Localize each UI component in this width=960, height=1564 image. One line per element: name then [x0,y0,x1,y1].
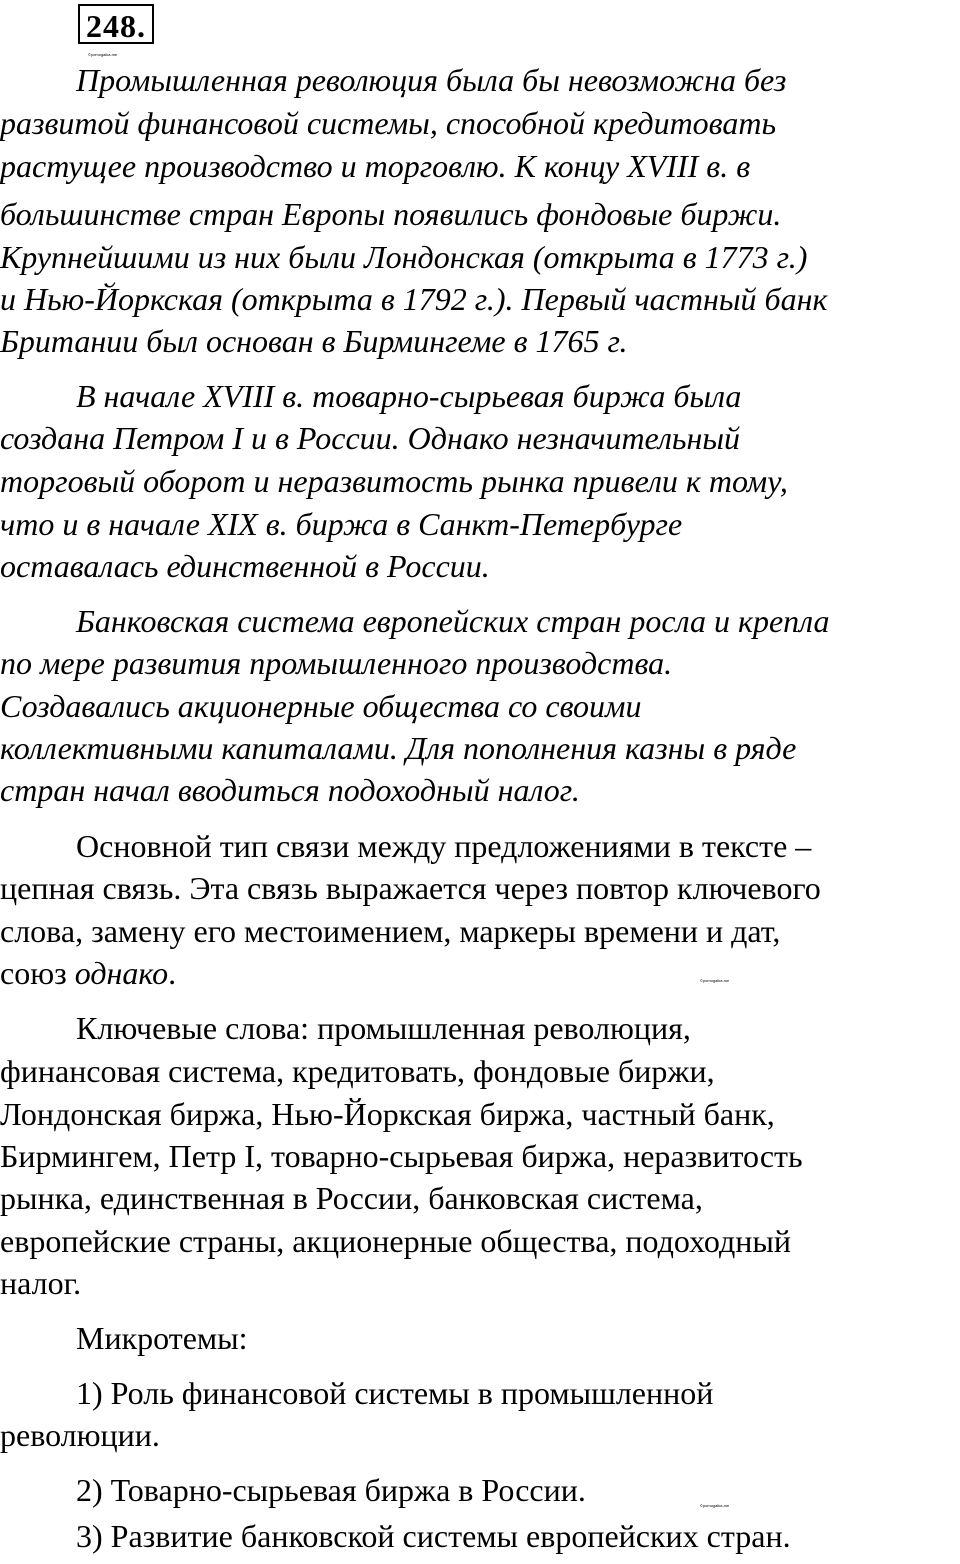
quote-line: по мере развития промышленного производства. [0,645,673,681]
answer-line: Основной тип связи между предложениями в тексте – [76,828,812,864]
answer-line: слова, замену его местоимением, маркеры времени и дат, [0,913,781,949]
answer-line: рынка, единственная в России, банковская система, [0,1180,703,1216]
quote-line: Создавались акционерные общества со своими [0,688,642,724]
quote-line: большинстве стран Европы появились фондовые биржи. [0,196,782,232]
answer-line: европейские страны, акционерные общества, подоходный [0,1223,791,1259]
watermark: ©pomogalka.me [700,1503,730,1508]
quote-line: оставалась единственной в России. [0,548,490,584]
quote-line: и Нью-Йоркская (открыта в 1792 г.). Первый частный банк [0,281,828,317]
emphasized-word: однако [74,955,169,991]
quote-line: создана Петром I и в России. Однако незначительный [0,420,741,456]
microtopics-heading: Микротемы: [76,1320,248,1356]
answer-line: Ключевые слова: промышленная революция, [76,1010,691,1046]
answer-line: финансовая система, кредитовать, фондовые биржи, [0,1053,715,1089]
microtopic-item: 3) Развитие банковской системы европейских стран. [76,1518,791,1554]
answer-line: Лондонская биржа, Нью-Йоркская биржа, частный банк, [0,1096,775,1132]
answer-line: Бирмингем, Петр I, товарно-сырьевая биржа, неразвитость [0,1138,803,1174]
microtopic-item: 1) Роль финансовой системы в промышленной [76,1375,714,1411]
quote-line: В начале XVIII в. товарно-сырьевая биржа была [76,378,742,414]
microtopic-item: революции. [0,1417,160,1453]
watermark: ©pomogalka.me [700,978,730,983]
answer-line: налог. [0,1265,82,1301]
answer-line: цепная связь. Эта связь выражается через повтор ключевого [0,870,821,906]
quote-line: Крупнейшими из них были Лондонская (открыта в 1773 г.) [0,239,808,275]
quote-line: стран начал вводиться подоходный налог. [0,772,580,808]
answer-line [0,953,176,993]
quote-line: торговый оборот и неразвитость рынка привели к тому, [0,463,788,499]
quote-line: растущее производство и торговлю. К концу XVIII в. в [0,148,751,184]
answer-text: . [168,955,177,991]
watermark: ©pomogalka.me [88,52,118,57]
answer-text: союз [0,955,75,991]
quote-line: Британии был основан в Бирмингеме в 1765 г. [0,323,628,359]
quote-line: коллективными капиталами. Для пополнения казны в ряде [0,730,797,766]
task-number-box: 248. [78,4,154,44]
microtopic-item: 2) Товарно-сырьевая биржа в России. [76,1472,586,1508]
quote-line: развитой финансовой системы, способной кредитовать [0,105,777,141]
quote-line: Банковская система европейских стран росла и крепла [76,603,830,639]
quote-line: что и в начале XIX в. биржа в Санкт-Петербурге [0,506,683,542]
quote-line: Промышленная революция была бы невозможна без [76,62,787,98]
